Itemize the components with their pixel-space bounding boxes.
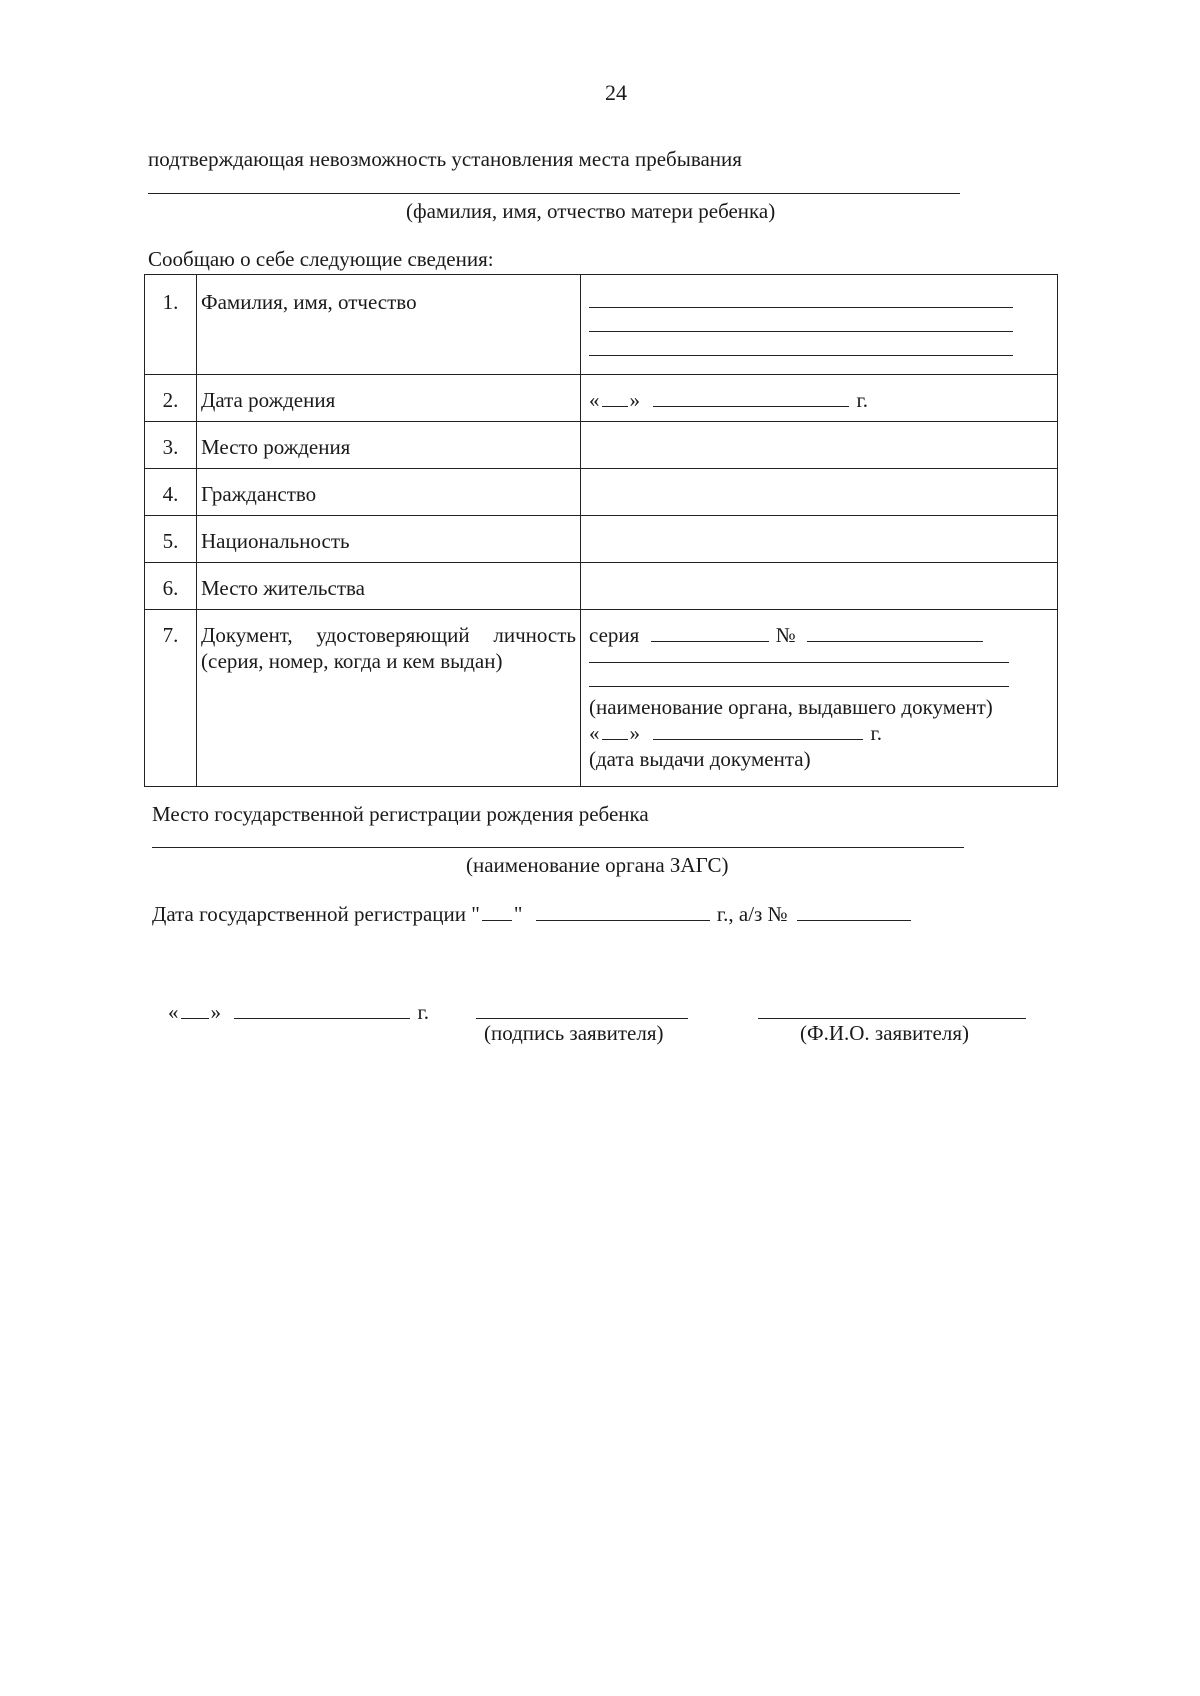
applicant-info-table <box>144 274 1058 787</box>
table-row <box>145 516 1058 563</box>
citizenship-field[interactable] <box>581 469 1058 516</box>
row-label-nationality: Национальность <box>201 529 350 553</box>
lead-text: Сообщаю о себе следующие сведения: <box>148 247 494 271</box>
row-label-full-name: Фамилия, имя, отчество <box>201 290 417 314</box>
row-number: 2. <box>162 388 179 412</box>
row-label-birth-place: Место рождения <box>201 435 351 459</box>
number-blank[interactable] <box>807 640 983 642</box>
row-label-citizenship: Гражданство <box>201 482 317 506</box>
mother-name-line[interactable] <box>148 193 960 194</box>
record-number-blank[interactable] <box>797 919 911 921</box>
row-number: 7. <box>162 623 179 647</box>
record-number-label: г., а/з № <box>716 902 788 926</box>
day-blank[interactable] <box>602 738 628 740</box>
table-row <box>145 469 1058 516</box>
row-number: 3. <box>162 435 179 459</box>
signature-line[interactable] <box>476 1018 688 1019</box>
id-series-number-field[interactable] <box>589 610 1049 648</box>
date-close-quote: » <box>210 1000 221 1024</box>
month-blank[interactable] <box>653 405 849 407</box>
table-row <box>145 563 1058 610</box>
day-blank[interactable] <box>482 919 512 921</box>
registration-date-field[interactable] <box>152 902 913 927</box>
birth-place-field[interactable] <box>581 422 1058 469</box>
month-blank[interactable] <box>536 919 710 921</box>
row-number: 4. <box>162 482 179 506</box>
issue-date-caption: (дата выдачи документа) <box>589 747 811 771</box>
issuer-line-2[interactable] <box>589 672 1049 696</box>
table-row <box>145 375 1058 422</box>
registration-date-label: Дата государственной регистрации <box>152 902 466 926</box>
page-number: 24 <box>605 80 627 105</box>
table-row <box>145 610 1058 787</box>
issue-date-field[interactable] <box>589 720 1049 746</box>
series-label: серия <box>589 623 640 647</box>
year-suffix: г. <box>417 1000 429 1024</box>
year-suffix: г. <box>870 721 882 745</box>
row-number: 6. <box>162 576 179 600</box>
row-label-id-document-details: (серия, номер, когда и кем выдан) <box>201 649 503 673</box>
quote-close: " <box>513 902 523 926</box>
date-close-quote: » <box>629 388 640 412</box>
date-open-quote: « <box>589 388 600 412</box>
year-suffix: г. <box>856 388 868 412</box>
full-name-line-1[interactable] <box>589 285 1049 309</box>
application-date-field[interactable] <box>168 1000 429 1025</box>
table-row <box>145 422 1058 469</box>
applicant-name-line[interactable] <box>758 1018 1026 1019</box>
birth-date-field[interactable] <box>589 375 1049 413</box>
date-open-quote: « <box>168 1000 179 1024</box>
row-label-id-document: Документ, удостоверяющий личность <box>201 623 576 647</box>
applicant-name-caption: (Ф.И.О. заявителя) <box>800 1021 969 1045</box>
row-number: 1. <box>162 290 179 314</box>
signature-caption: (подпись заявителя) <box>484 1021 664 1045</box>
date-close-quote: » <box>629 721 640 745</box>
full-name-line-2[interactable] <box>589 309 1049 333</box>
quote-open: " <box>471 902 480 926</box>
registry-office-caption: (наименование органа ЗАГС) <box>466 853 729 877</box>
issuer-line-1[interactable] <box>589 648 1049 672</box>
registry-office-line[interactable] <box>152 847 964 848</box>
issuer-caption: (наименование органа, выдавшего документ) <box>589 695 993 719</box>
nationality-field[interactable] <box>581 516 1058 563</box>
table-row <box>145 275 1058 375</box>
row-label-birth-date: Дата рождения <box>201 388 336 412</box>
day-blank[interactable] <box>602 405 628 407</box>
registration-place-text: Место государственной регистрации рождения ребенка <box>152 802 649 826</box>
residence-field[interactable] <box>581 563 1058 610</box>
row-label-residence: Место жительства <box>201 576 365 600</box>
intro-text: подтверждающая невозможность установления места пребывания <box>148 147 742 171</box>
day-blank[interactable] <box>181 1017 209 1019</box>
full-name-line-3[interactable] <box>589 333 1049 357</box>
mother-name-caption: (фамилия, имя, отчество матери ребенка) <box>406 199 776 223</box>
number-label: № <box>775 623 796 647</box>
series-blank[interactable] <box>651 640 769 642</box>
month-blank[interactable] <box>234 1017 410 1019</box>
date-open-quote: « <box>589 721 600 745</box>
month-blank[interactable] <box>653 738 863 740</box>
row-number: 5. <box>162 529 179 553</box>
